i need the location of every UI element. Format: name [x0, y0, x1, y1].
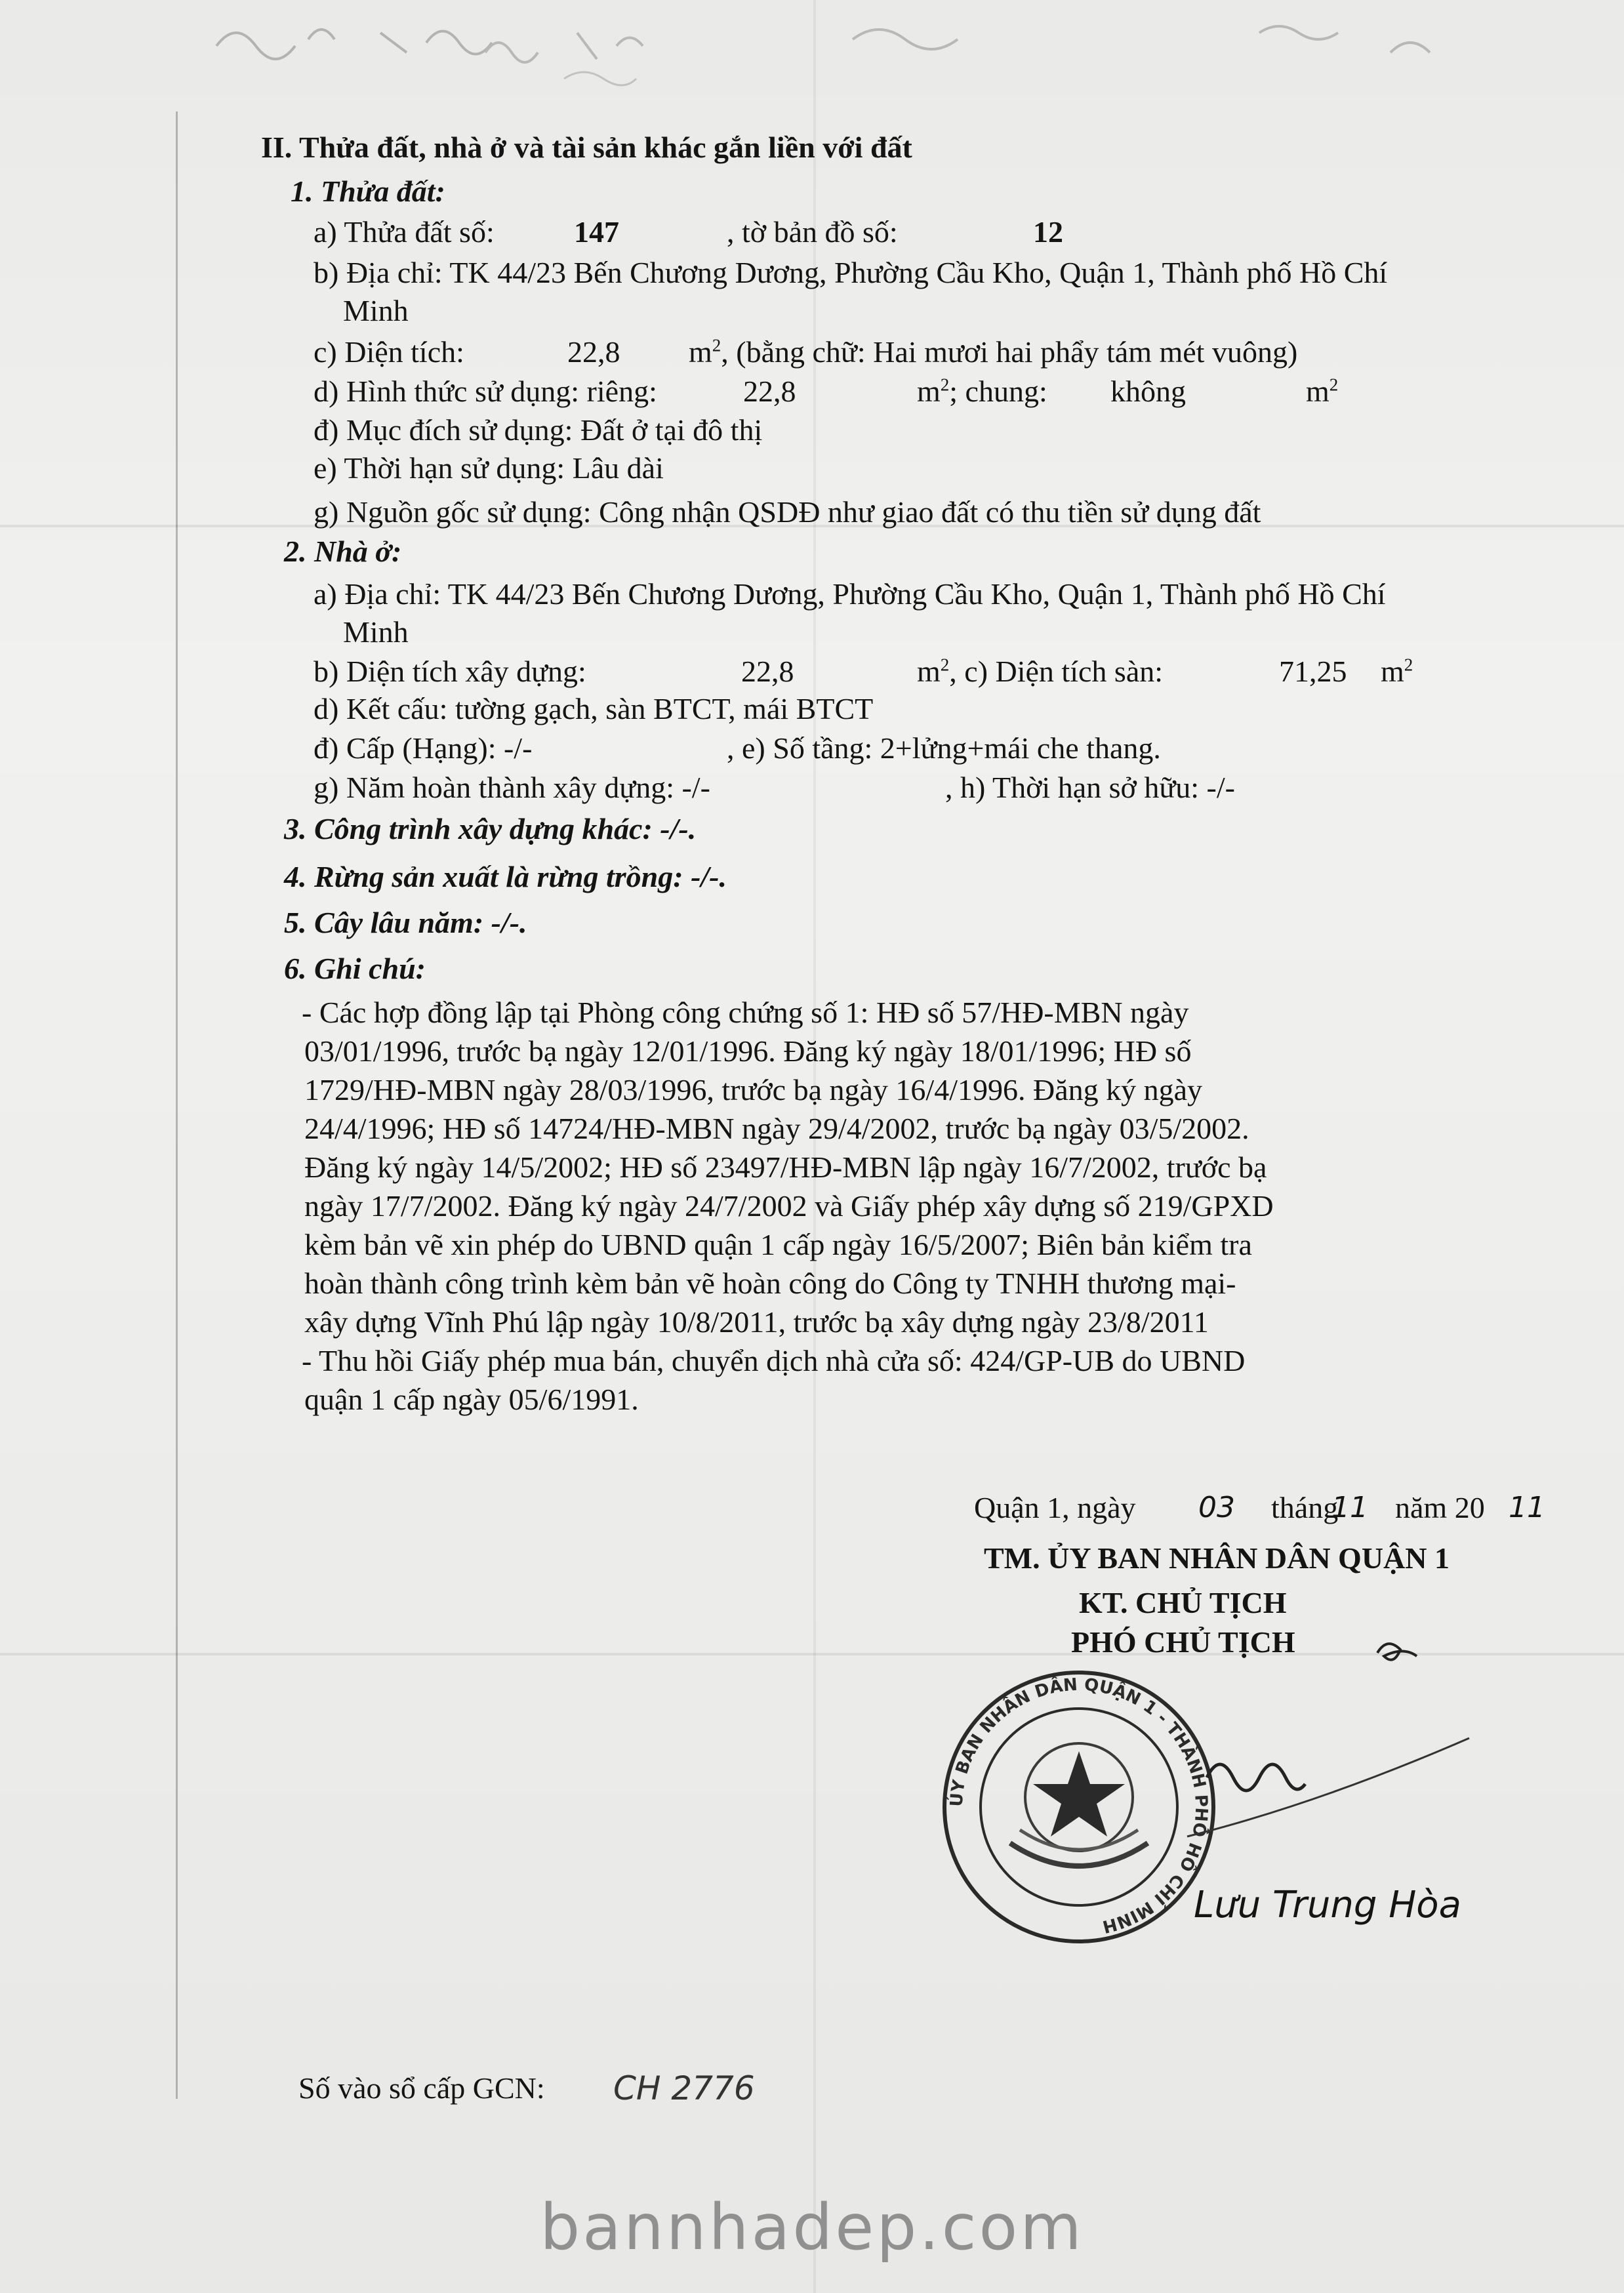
house-address-line2: Minh	[343, 615, 409, 649]
handwritten-signature	[1115, 1620, 1522, 1909]
house-grade-line	[314, 729, 1429, 767]
area-unit-sup: 2	[712, 335, 721, 355]
note-line: hoàn thành công trình kèm bản vẽ hoàn công do Công ty TNHH thương mại-	[304, 1267, 1236, 1300]
note-line: xây dựng Vĩnh Phú lập ngày 10/8/2011, trước bạ xây dựng ngày 23/8/2011	[304, 1305, 1209, 1339]
build-area-value: 22,8	[741, 655, 794, 688]
left-border-line	[176, 112, 178, 2099]
house-completion-line	[314, 769, 1429, 807]
land-area-line	[314, 333, 1429, 371]
floor-area-label: , c) Diện tích sàn:	[949, 655, 1164, 688]
note-line: ngày 17/7/2002. Đăng ký ngày 24/7/2002 và Giấy phép xây dựng số 219/GPXD	[304, 1189, 1274, 1223]
date-year: 11	[1509, 1491, 1545, 1524]
house-address-line1: a) Địa chỉ: TK 44/23 Bến Chương Dương, Phường Cầu Kho, Quận 1, Thành phố Hồ Chí	[314, 577, 1386, 611]
build-area-label: b) Diện tích xây dựng:	[314, 655, 586, 688]
use-common-sup: 2	[1329, 375, 1339, 395]
date-month: 11	[1331, 1491, 1368, 1524]
other-works: 3. Công trình xây dựng khác: -/-.	[284, 812, 697, 845]
date-year-label: năm 20	[1395, 1491, 1485, 1524]
land-address-line2: Minh	[343, 294, 409, 327]
note-line: 1729/HĐ-MBN ngày 28/03/1996, trước bạ ngày 16/4/1996. Đăng ký ngày	[304, 1073, 1203, 1106]
house-structure: d) Kết cấu: tường gạch, sàn BTCT, mái BTCT	[314, 692, 874, 725]
floors-label: , e) Số tầng: 2+lửng+mái che thang.	[727, 731, 1161, 765]
use-private-sup: 2	[940, 375, 950, 395]
house-heading: 2. Nhà ở:	[284, 535, 402, 568]
area-label: c) Diện tích:	[314, 335, 464, 369]
build-area-sup: 2	[940, 655, 950, 675]
grade-label: đ) Cấp (Hạng): -/-	[314, 731, 533, 765]
land-parcel-line	[314, 213, 1429, 251]
date-day: 03	[1198, 1491, 1235, 1524]
signing-date	[974, 1489, 1564, 1527]
area-in-words: , (bằng chữ: Hai mươi hai phẩy tám mét vuông)	[721, 335, 1298, 369]
parcel-label: a) Thửa đất số:	[314, 215, 495, 249]
use-form-label: d) Hình thức sử dụng: riêng:	[314, 375, 657, 408]
note-line: - Các hợp đồng lập tại Phòng công chứng số 1: HĐ số 57/HĐ-MBN ngày	[302, 996, 1189, 1029]
site-watermark: bannhadep.com	[540, 2191, 1084, 2264]
notes-heading: 6. Ghi chú:	[284, 952, 426, 985]
land-use-form-line	[314, 373, 1429, 411]
signing-role-2: PHÓ CHỦ TỊCH	[1071, 1625, 1295, 1659]
registry-line	[298, 2069, 889, 2107]
registry-label: Số vào sổ cấp GCN:	[298, 2071, 545, 2105]
land-address-line1: b) Địa chỉ: TK 44/23 Bến Chương Dương, Phường Cầu Kho, Quận 1, Thành phố Hồ Chí	[314, 256, 1388, 289]
note-line: 03/01/1996, trước bạ ngày 12/01/1996. Đăng ký ngày 18/01/1996; HĐ số	[304, 1034, 1192, 1068]
date-month-label: tháng	[1271, 1491, 1339, 1524]
completed-label: g) Năm hoàn thành xây dựng: -/-	[314, 771, 710, 804]
use-common-unit: m	[1306, 375, 1330, 408]
use-private-unit: m	[917, 375, 941, 408]
note-line: 24/4/1996; HĐ số 14724/HĐ-MBN ngày 29/4/2002, trước bạ ngày 03/5/2002.	[304, 1112, 1249, 1145]
top-scribbles	[210, 7, 1456, 105]
build-area-unit: m	[917, 655, 941, 688]
floor-area-value: 71,25	[1279, 655, 1347, 688]
land-term: e) Thời hạn sử dụng: Lâu dài	[314, 451, 664, 485]
note-line: Đăng ký ngày 14/5/2002; HĐ số 23497/HĐ-MBN lập ngày 16/7/2002, trước bạ	[304, 1150, 1267, 1184]
date-prefix: Quận 1, ngày	[974, 1491, 1136, 1524]
use-private-value: 22,8	[743, 375, 796, 408]
section-title: II. Thửa đất, nhà ở và tài sản khác gắn liền với đất	[261, 131, 912, 164]
land-origin: g) Nguồn gốc sử dụng: Công nhận QSDĐ như giao đất có thu tiền sử dụng đất	[314, 495, 1261, 529]
note-line: quận 1 cấp ngày 05/6/1991.	[304, 1383, 639, 1416]
land-purpose: đ) Mục đích sử dụng: Đất ở tại đô thị	[314, 413, 763, 447]
registry-number: CH 2776	[613, 2069, 755, 2107]
house-area-line	[314, 653, 1429, 691]
use-common-label: ; chung:	[949, 375, 1047, 408]
parcel-number: 147	[574, 215, 619, 249]
floor-area-sup: 2	[1404, 655, 1413, 675]
signing-organization: TM. ỦY BAN NHÂN DÂN QUẬN 1	[984, 1541, 1450, 1575]
floor-area-unit: m	[1381, 655, 1404, 688]
perennial-trees: 5. Cây lâu năm: -/-.	[284, 906, 527, 939]
use-common-value: không	[1110, 375, 1186, 408]
signer-name: Lưu Trung Hòa	[1194, 1884, 1461, 1926]
note-line: - Thu hồi Giấy phép mua bán, chuyển dịch nhà cửa số: 424/GP-UB do UBND	[302, 1344, 1246, 1377]
production-forest: 4. Rừng sản xuất là rừng trồng: -/-.	[284, 860, 727, 893]
map-sheet-number: 12	[1033, 215, 1063, 249]
area-unit: m	[689, 335, 712, 369]
land-heading: 1. Thửa đất:	[291, 174, 445, 208]
area-value: 22,8	[567, 335, 620, 369]
note-line: kèm bản vẽ xin phép do UBND quận 1 cấp ngày 16/5/2007; Biên bản kiểm tra	[304, 1228, 1252, 1261]
map-sheet-label: , tờ bản đồ số:	[727, 215, 898, 249]
seal-text: ỦY BAN NHÂN DÂN QUẬN 1 - THÀNH PHỐ HỒ CHÍ MINH	[946, 1674, 1211, 1937]
signing-role-1: KT. CHỦ TỊCH	[1079, 1586, 1287, 1619]
ownership-term-label: , h) Thời hạn sở hữu: -/-	[945, 771, 1235, 804]
